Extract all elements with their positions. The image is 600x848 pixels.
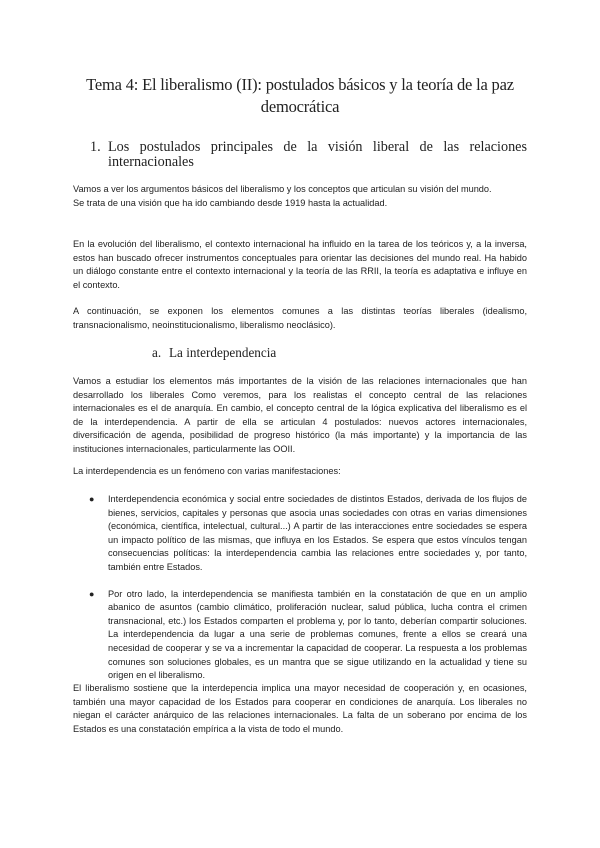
interdependence-paragraph-2: La interdependencia es un fenómeno con varias manifestaciones:: [73, 466, 341, 476]
subsection-a-heading: [152, 345, 276, 361]
document-title: Tema 4: El liberalismo (II): postulados básicos y la teoría de la paz democrática: [86, 75, 514, 116]
bullet-text: Por otro lado, la interdependencia se manifiesta también en la constatación de que en un amplio abanico de asuntos (cambio climático, proliferación nuclear, salud pública, lucha contra el crimen transnacional, etc.) los Estados comparten el problema y, por lo tanto, deberían compartir soluciones. La interdependencia da lugar a una serie de problemas comunes, frente a ellos se creará una necesidad de cooperar y se va a incrementar la capacidad de cooperar. La respuesta a los problemas comunes son soluciones globales, es un mantra que se sigue utilizando en la actualidad y tiene su origen en el liberalismo.: [108, 588, 527, 681]
closing-paragraph: El liberalismo sostiene que la interdepencia implica una mayor necesidad de cooperación y, en ocasiones, también una mayor capacidad de los Estados para cooperar en condiciones de anarquía. Los liberales no niegan el carácter anárquico de las relaciones internacionales. La falta de un soberano por encima de los Estados es una constatación empírica a la vista de todo el mundo.: [73, 683, 527, 734]
section-1-heading-text: Los postulados principales de la visión liberal de las relaciones internacionales: [108, 139, 527, 170]
list-item: [73, 493, 527, 575]
section-1-heading: [90, 140, 527, 170]
interdependence-bullet-list: [73, 493, 527, 683]
subsection-a-heading-text: La interdependencia: [169, 345, 277, 360]
section-1-number: 1.: [90, 139, 101, 155]
bullet-dot-icon: ●: [89, 588, 95, 599]
interdependence-paragraph-1: Vamos a estudiar los elementos más importantes de la visión de las relaciones internacionales que han desarrollado los liberales Como veremos, para los realistas el concepto central de las relaciones internacionales es el de anarquía. En cambio, el concepto central de la lógica explicativa del liberalismo es el de la interdependencia. A partir de ella se articulan 4 postulados: nuevos actores internacionales, diversificación de agenda, posibilidad de progreso histórico (la más importante) y la importancia de las instituciones internacionales, particularmente las OOII.: [73, 376, 527, 454]
intro-paragraph-2: En la evolución del liberalismo, el contexto internacional ha influido en la tarea de los teóricos y, a la inversa, estos han buscado ofrecer instrumentos conceptuales para orientar las decisiones del mundo real. Ha habido un diálogo constante entre el contexto internacional y la teoría de las RRII, la teoría es adaptativa e influye en el contexto.: [73, 239, 527, 290]
intro-paragraph-1a: Vamos a ver los argumentos básicos del liberalismo y los conceptos que articulan su visión del mundo.: [73, 184, 492, 194]
intro-paragraph-3: A continuación, se exponen los elementos comunes a las distintas teorías liberales (idealismo, transnacionalismo, neoinstitucionalismo, liberalismo neoclásico).: [73, 306, 527, 330]
intro-paragraph-1: [73, 183, 527, 210]
subsection-a-number: a.: [152, 345, 162, 360]
intro-paragraph-1b: Se trata de una visión que ha ido cambiando desde 1919 hasta la actualidad.: [73, 197, 388, 208]
bullet-text: Interdependencia económica y social entre sociedades de distintos Estados, derivada de los flujos de bienes, servicios, capitales y personas que asocia unas sociedades con otras en varias dimensiones (económica, científica, intelectual, cultural...) A partir de las interacciones entre sociedades se espera un impacto político de las mismas, que influya en los Estados. Se espera que estos vínculos tengan consecuencias políticas: la interdependencia cambia las relaciones entre sociedades y, por tanto, también entre Estados.: [108, 494, 527, 572]
list-item: [73, 588, 527, 683]
bullet-dot-icon: ●: [89, 494, 95, 504]
